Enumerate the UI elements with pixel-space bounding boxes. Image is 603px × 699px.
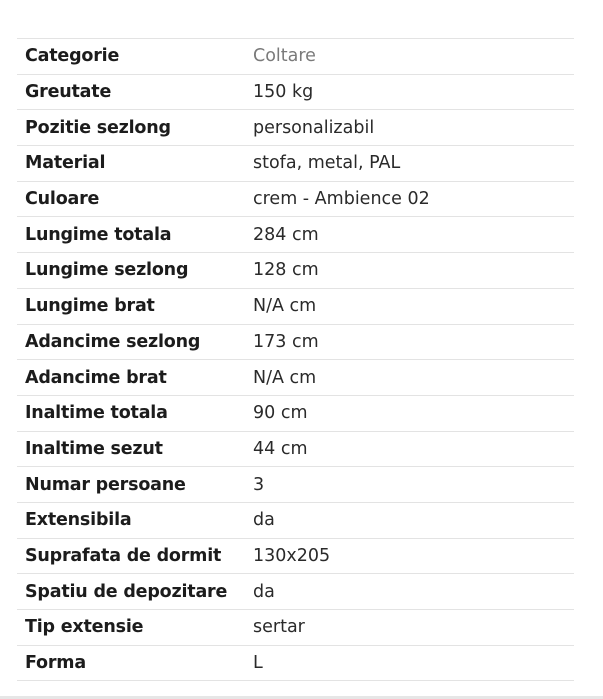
spec-row-lungime-sezlong xyxy=(17,253,574,289)
spec-value: stofa, metal, PAL xyxy=(253,153,401,174)
spec-label: Forma xyxy=(25,653,86,674)
spec-value: da xyxy=(253,510,275,531)
spec-label: Categorie xyxy=(25,46,120,67)
spec-row-extensibila xyxy=(17,503,574,539)
spec-value: personalizabil xyxy=(253,117,375,138)
spec-value: L xyxy=(253,653,263,674)
spec-label: Greutate xyxy=(25,82,112,103)
spec-label: Adancime sezlong xyxy=(25,331,201,352)
spec-label: Lungime brat xyxy=(25,296,155,317)
spec-value: 3 xyxy=(253,474,265,495)
spec-value: 150 kg xyxy=(253,82,314,103)
spec-label: Suprafata de dormit xyxy=(25,545,222,566)
spec-label: Lungime sezlong xyxy=(25,260,189,281)
spec-label: Adancime brat xyxy=(25,367,167,388)
spec-row-categorie xyxy=(17,39,574,75)
spec-row-adancime-brat xyxy=(17,360,574,396)
spec-label: Culoare xyxy=(25,189,100,210)
spec-row-material xyxy=(17,146,574,182)
spec-row-spatiu-de-depozitare xyxy=(17,574,574,610)
spec-value: 90 cm xyxy=(253,403,308,424)
spec-row-adancime-sezlong xyxy=(17,325,574,361)
spec-label: Pozitie sezlong xyxy=(25,117,171,138)
spec-label: Inaltime sezut xyxy=(25,438,163,459)
spec-row-inaltime-totala xyxy=(17,396,574,432)
spec-label: Lungime totala xyxy=(25,224,172,245)
spec-row-suprafata-de-dormit xyxy=(17,539,574,575)
spec-row-lungime-brat xyxy=(17,289,574,325)
spec-label: Tip extensie xyxy=(25,617,144,638)
spec-row-forma xyxy=(17,646,574,682)
spec-value: N/A cm xyxy=(253,367,317,388)
spec-label: Inaltime totala xyxy=(25,403,168,424)
spec-value: N/A cm xyxy=(253,296,317,317)
spec-value[interactable]: Coltare xyxy=(253,46,316,67)
spec-value: sertar xyxy=(253,617,305,638)
spec-value: 173 cm xyxy=(253,331,319,352)
spec-row-numar-persoane xyxy=(17,467,574,503)
spec-value: 44 cm xyxy=(253,438,308,459)
spec-row-tip-extensie xyxy=(17,610,574,646)
spec-value: 284 cm xyxy=(253,224,319,245)
spec-row-pozitie-sezlong xyxy=(17,110,574,146)
spec-value: da xyxy=(253,581,275,602)
spec-row-culoare xyxy=(17,182,574,218)
spec-value: 128 cm xyxy=(253,260,319,281)
spec-label: Spatiu de depozitare xyxy=(25,581,228,602)
specifications-table xyxy=(17,38,574,681)
spec-row-inaltime-sezut xyxy=(17,432,574,468)
spec-row-greutate xyxy=(17,75,574,111)
spec-label: Extensibila xyxy=(25,510,132,531)
spec-label: Material xyxy=(25,153,106,174)
spec-value: crem - Ambience 02 xyxy=(253,189,430,210)
spec-row-lungime-totala xyxy=(17,217,574,253)
spec-value: 130x205 xyxy=(253,545,331,566)
spec-label: Numar persoane xyxy=(25,474,186,495)
